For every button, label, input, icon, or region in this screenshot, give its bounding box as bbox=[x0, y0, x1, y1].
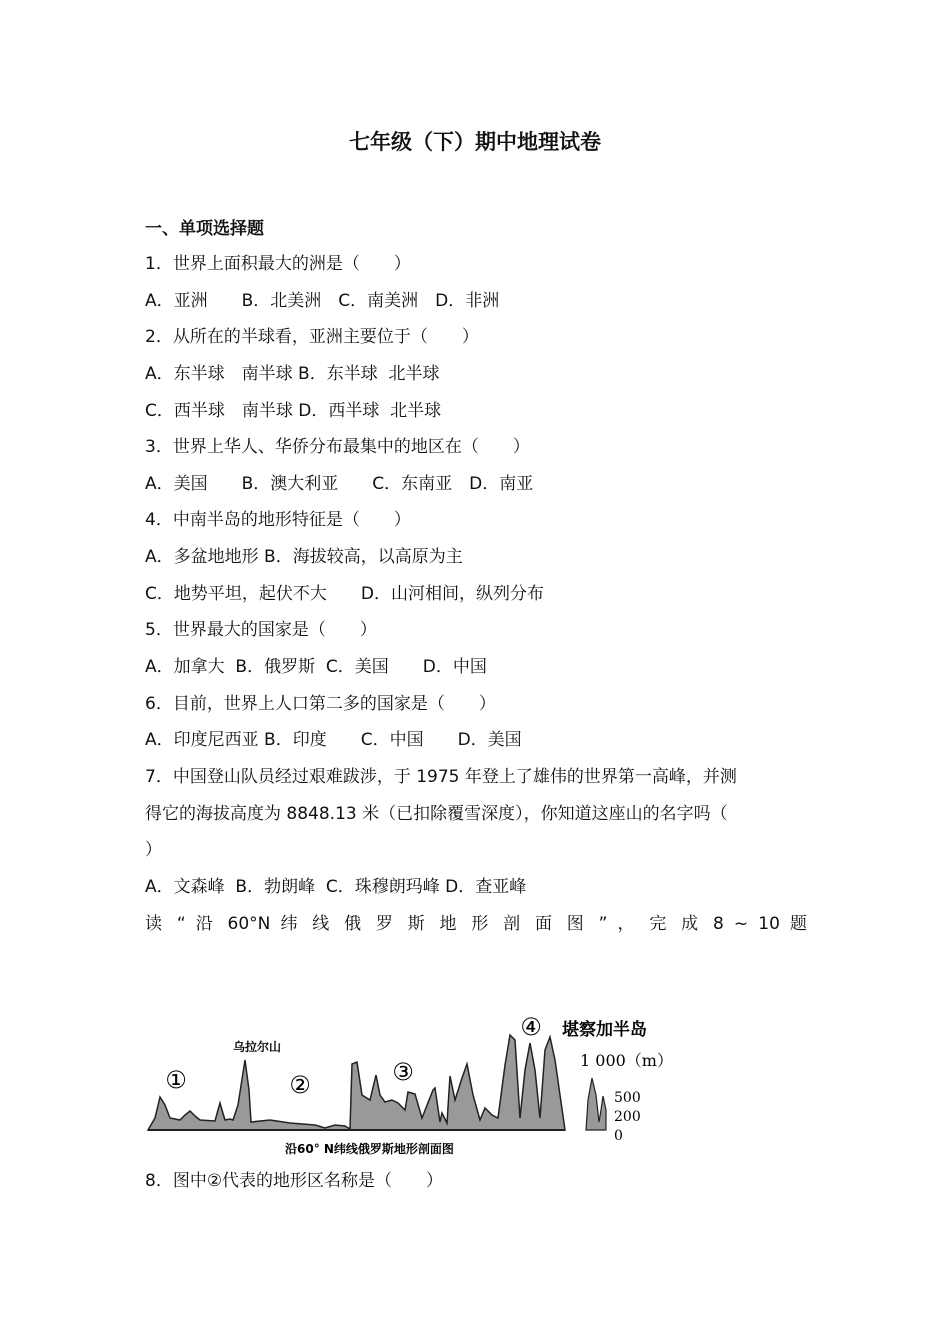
peninsula-label: 堪察加半岛 bbox=[562, 1020, 647, 1040]
scale-500: 500 bbox=[614, 1090, 641, 1106]
options-line: A．加拿大 B．俄罗斯 C．美国 D．中国 bbox=[145, 657, 487, 678]
options-line: A．美国 B．澳大利亚 C．东南亚 D．南亚 bbox=[145, 473, 534, 494]
scale-0: 0 bbox=[614, 1128, 623, 1144]
figure-caption: 沿60° N纬线俄罗斯地形剖面图 bbox=[285, 1142, 454, 1156]
options-line: A．印度尼西亚 B．印度 C．中国 D．美国 bbox=[145, 730, 522, 751]
mountain-label: 乌拉尔山 bbox=[233, 1040, 282, 1054]
scale-legend-shape bbox=[586, 1078, 606, 1130]
question-line: 1．世界上面积最大的洲是（ ） bbox=[145, 254, 411, 274]
scale-top-label: 1 000（m） bbox=[580, 1051, 673, 1070]
marker-1: ① bbox=[165, 1066, 187, 1094]
question-line: ） bbox=[145, 840, 162, 861]
question-line: 3．世界上华人、华侨分布最集中的地区在（ ） bbox=[145, 437, 530, 458]
question-list bbox=[145, 246, 807, 942]
question-line: 2．从所在的半球看，亚洲主要位于（ ） bbox=[145, 327, 479, 348]
terrain-profile-figure bbox=[140, 1000, 750, 1165]
options-line: A．东半球 南半球 B．东半球 北半球 bbox=[145, 363, 440, 384]
options-line: A．多盆地地形 B．海拔较高，以高原为主 bbox=[145, 547, 463, 568]
marker-3: ③ bbox=[392, 1058, 414, 1086]
options-line: A．亚洲 B．北美洲 C．南美洲 D．非洲 bbox=[145, 290, 500, 311]
marker-4: ④ bbox=[520, 1013, 542, 1041]
question-line: 得它的海拔高度为 8848.13 米（已扣除覆雪深度），你知道这座山的名字吗（ bbox=[145, 803, 728, 824]
marker-2: ② bbox=[289, 1071, 311, 1099]
scale-200: 200 bbox=[614, 1109, 641, 1125]
options-line: C．西半球 南半球 D．西半球 北半球 bbox=[145, 400, 442, 421]
options-line: A．文森峰 B．勃朗峰 C．珠穆朗玛峰 D．查亚峰 bbox=[145, 876, 527, 897]
question-line: 5．世界最大的国家是（ ） bbox=[145, 620, 377, 641]
terrain-profile bbox=[148, 1035, 565, 1130]
page-title: 七年级（下）期中地理试卷 bbox=[349, 130, 601, 154]
reading-instruction: 读 “ 沿 60°N 纬 线 俄 罗 斯 地 形 剖 面 图 ” ， 完 成 8 ~ 10 题 bbox=[145, 913, 807, 934]
options-line: C．地势平坦，起伏不大 D．山河相间，纵列分布 bbox=[145, 583, 544, 604]
question-line: 6．目前，世界上人口第二多的国家是（ ） bbox=[145, 693, 496, 714]
section-heading: 一、单项选择题 bbox=[145, 219, 264, 239]
question-line: 7．中国登山队员经过艰难跋涉，于 1975 年登上了雄伟的世界第一高峰，并测 bbox=[145, 766, 737, 787]
question-8: 8．图中②代表的地形区名称是（ ） bbox=[145, 1171, 444, 1191]
question-line: 4．中南半岛的地形特征是（ ） bbox=[145, 510, 411, 531]
